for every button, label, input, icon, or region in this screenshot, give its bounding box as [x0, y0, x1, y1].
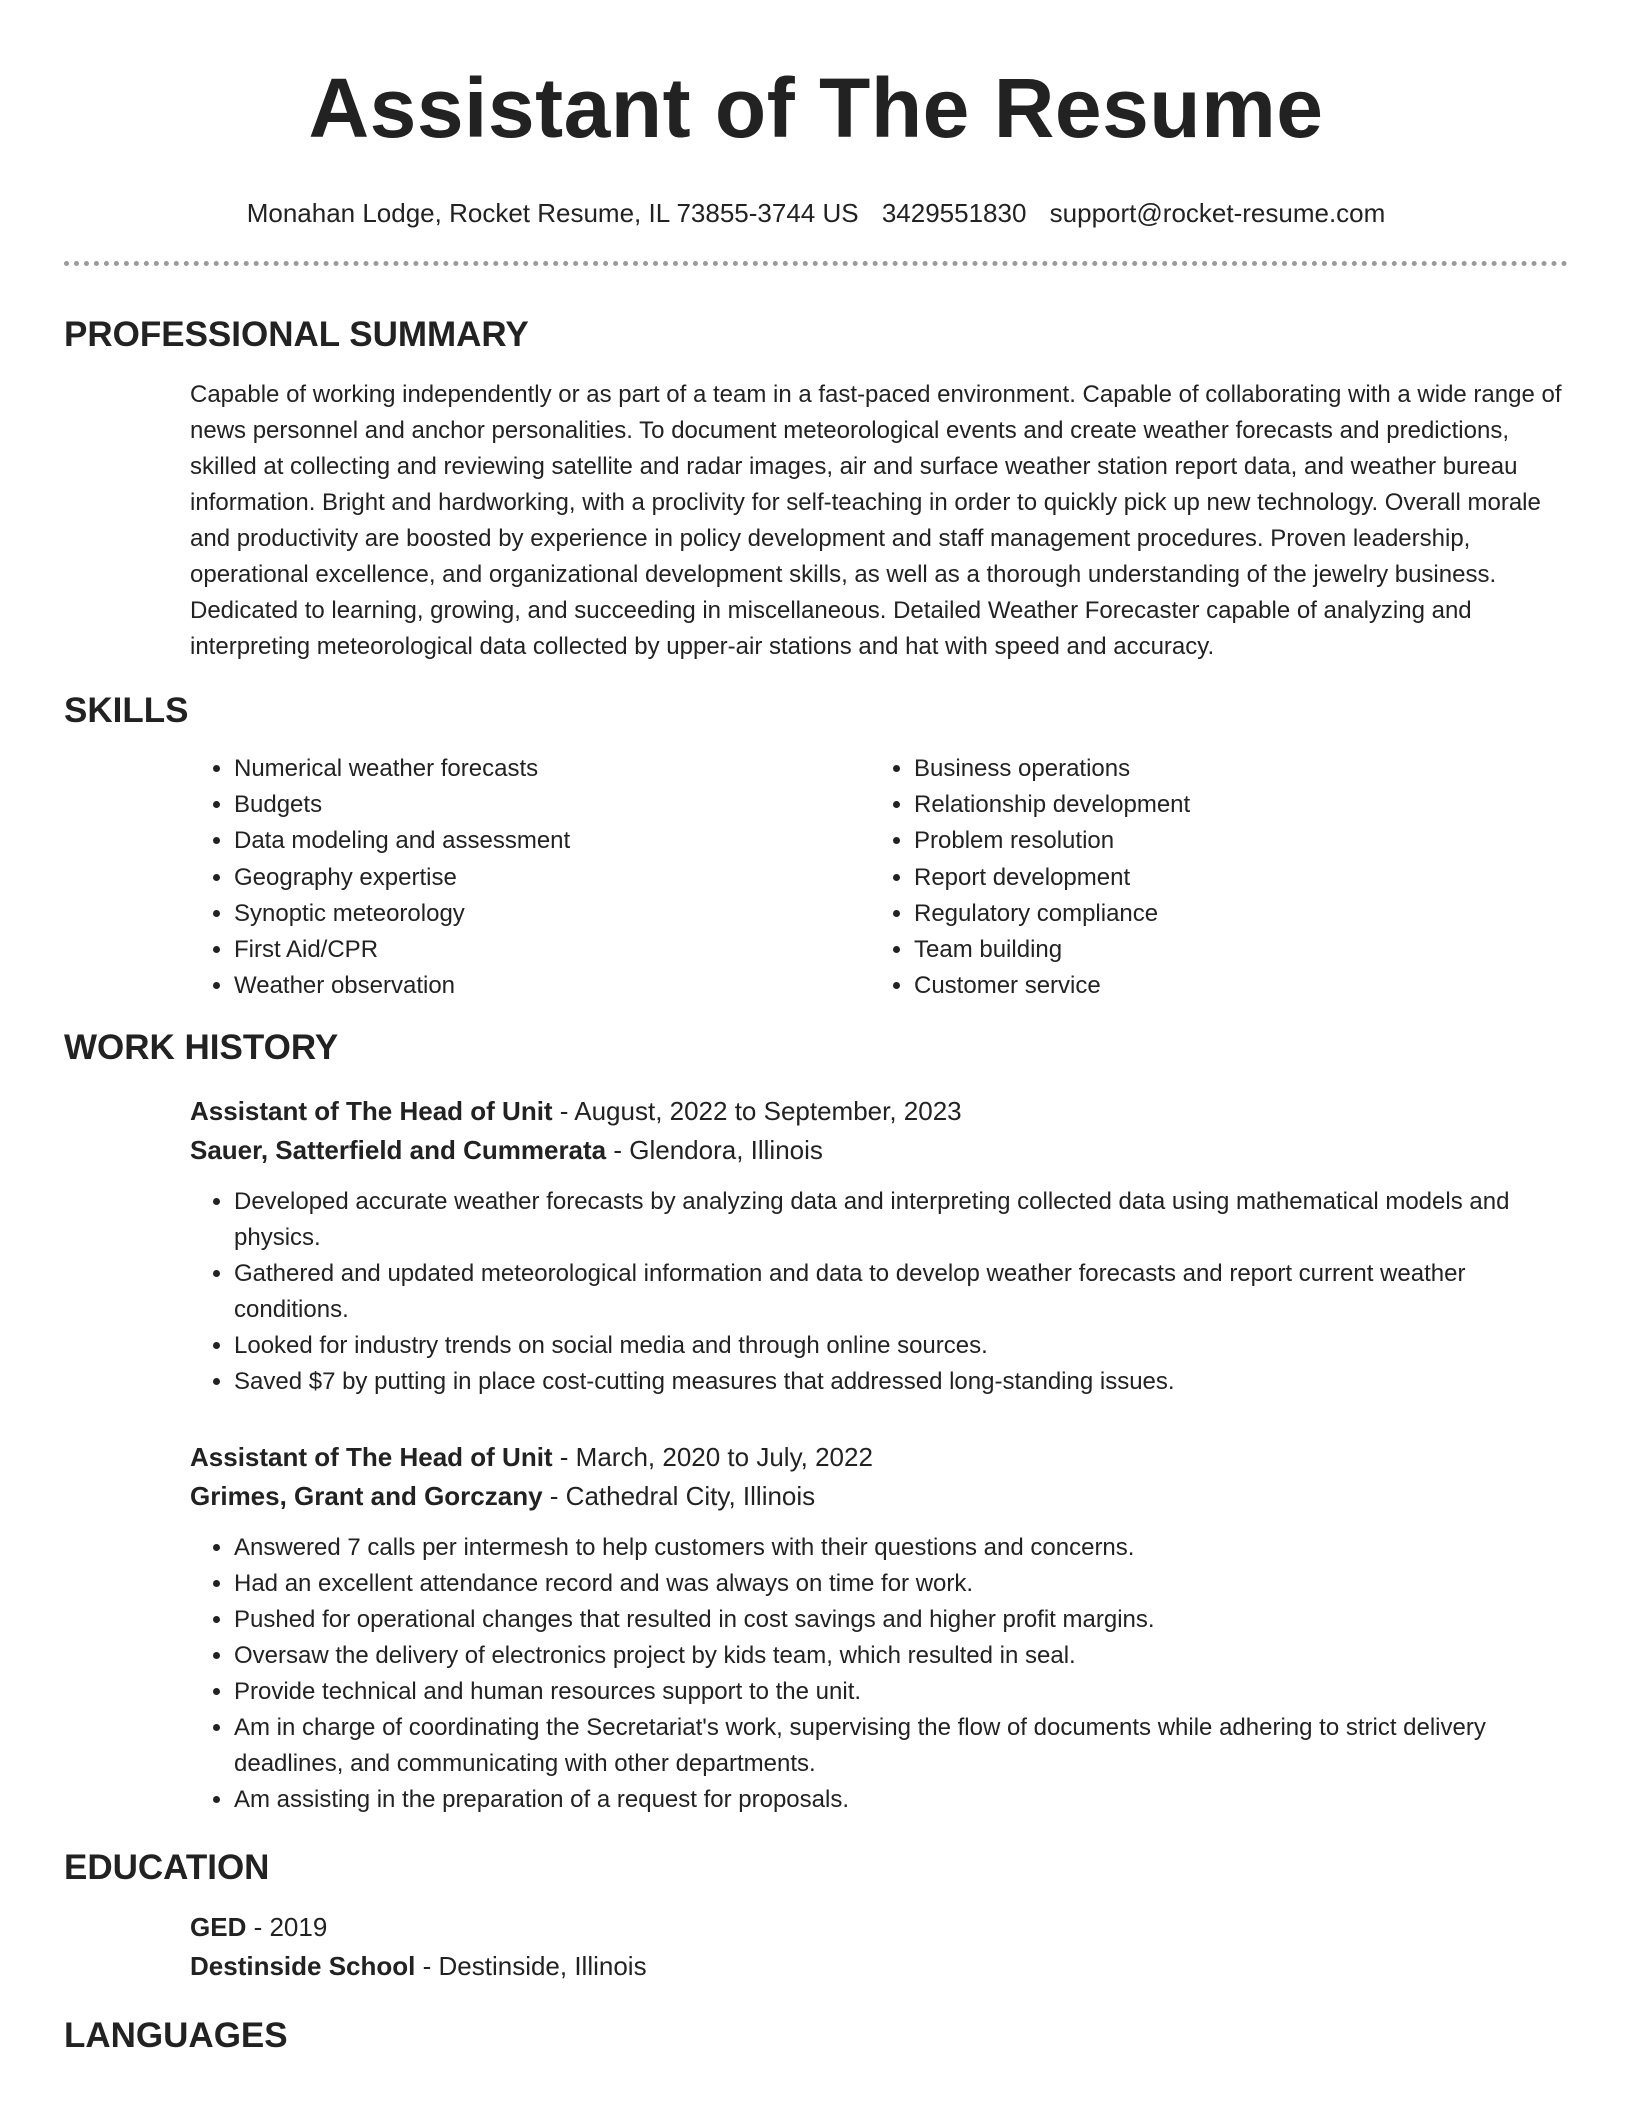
skill-item: • Business operations — [914, 751, 1550, 787]
education-year: - 2019 — [246, 1912, 328, 1943]
summary-text: Capable of working independently or as part of a team in a fast-paced environment. Capable of collaborating with a wide range of news personnel and anchor personalities. To document meteorological events and create weather forecasts and predictions, skilled at collecting and reviewing satellite and radar images, air and surface weather station report data, and weather bureau information. Bright and hardworking, with a proclivity for self-teaching in order to quickly pick up new technology. Overall morale and productivity are boosted by experience in policy development and staff management procedures. Proven leadership, operational excellence, and organizational development skills, as well as a thorough understanding of the jewelry business. Dedicated to learning, growing, and succeeding in miscellaneous. Detailed Weather Forecaster capable of analyzing and interpreting meteorological data collected by upper-air stations and hat with speed and accuracy. — [190, 381, 1562, 660]
skill-item: • Geography expertise — [234, 860, 870, 896]
resume-page — [64, 0, 1568, 2058]
job-entry — [190, 1438, 1568, 1818]
section-title-work-history: WORK HISTORY — [64, 1028, 339, 1068]
contact-address: Monahan Lodge, Rocket Resume, IL 73855-3744 US — [246, 198, 859, 228]
job-company-line — [190, 1477, 1568, 1516]
job-role: Assistant of The Head of Unit — [190, 1096, 553, 1127]
job-company: Sauer, Satterfield and Cummerata — [190, 1135, 607, 1166]
job-bullet: • Provide technical and human resources support to the unit. — [234, 1674, 1568, 1710]
education-school-line — [190, 1947, 1568, 1986]
job-bullet: • Developed accurate weather forecasts by analyzing data and interpreting collected data using mathematical models and physics. — [234, 1184, 1568, 1256]
skills-column-left — [190, 751, 870, 1004]
education-degree: GED — [190, 1912, 247, 1943]
skill-item: • Regulatory compliance — [914, 896, 1550, 932]
job-bullet: • Answered 7 calls per intermesh to help customers with their questions and concerns. — [234, 1530, 1568, 1566]
job-dates: - March, 2020 to July, 2022 — [552, 1442, 873, 1473]
job-location: - Glendora, Illinois — [606, 1135, 823, 1166]
section-title-summary: PROFESSIONAL SUMMARY — [64, 315, 529, 354]
job-dates: - August, 2022 to September, 2023 — [552, 1096, 962, 1127]
skills-grid — [190, 751, 1568, 1004]
skill-item: • Weather observation — [234, 968, 870, 1004]
skills-column-right — [870, 751, 1550, 1004]
section-title-education: EDUCATION — [64, 1848, 270, 1888]
contact-phone: 3429551830 — [881, 198, 1027, 228]
resume-name: Assistant of The Resume — [308, 61, 1324, 155]
job-location: - Cathedral City, Illinois — [542, 1481, 816, 1512]
section-title-languages: LANGUAGES — [64, 2016, 288, 2056]
skill-item: • Numerical weather forecasts — [234, 751, 870, 787]
skill-item: • Customer service — [914, 968, 1550, 1004]
job-entry — [190, 1092, 1568, 1400]
job-company: Grimes, Grant and Gorczany — [190, 1481, 543, 1512]
education-location: - Destinside, Illinois — [415, 1951, 647, 1982]
job-bullet: • Oversaw the delivery of electronics project by kids team, which resulted in seal. — [234, 1638, 1568, 1674]
skill-item: • Data modeling and assessment — [234, 823, 870, 859]
contact-email: support@rocket-resume.com — [1049, 198, 1386, 228]
job-bullet: • Pushed for operational changes that resulted in cost savings and higher profit margins. — [234, 1602, 1568, 1638]
job-role: Assistant of The Head of Unit — [190, 1442, 553, 1473]
skills-list-right — [870, 751, 1550, 1004]
job-bullet: • Saved $7 by putting in place cost-cutting measures that addressed long-standing issues. — [234, 1364, 1568, 1400]
skill-item: • Budgets — [234, 787, 870, 823]
job-title-line — [190, 1092, 1568, 1131]
job-bullet: • Had an excellent attendance record and was always on time for work. — [234, 1566, 1568, 1602]
skill-item: • Relationship development — [914, 787, 1550, 823]
job-bullets — [190, 1184, 1568, 1400]
skill-item: • Team building — [914, 932, 1550, 968]
section-title-skills: SKILLS — [64, 691, 189, 730]
job-title-line — [190, 1438, 1568, 1477]
skill-item: • Problem resolution — [914, 823, 1550, 859]
job-bullet: • Am assisting in the preparation of a request for proposals. — [234, 1782, 1568, 1818]
job-bullet: • Looked for industry trends on social media and through online sources. — [234, 1328, 1568, 1364]
education-entry — [190, 1908, 1568, 1986]
skill-item: • Synoptic meteorology — [234, 896, 870, 932]
job-bullets — [190, 1530, 1568, 1818]
skills-list-left — [190, 751, 870, 1004]
header-divider — [64, 261, 1568, 266]
job-company-line — [190, 1131, 1568, 1170]
skill-item: • First Aid/CPR — [234, 932, 870, 968]
education-degree-line — [190, 1908, 1568, 1947]
skill-item: • Report development — [914, 860, 1550, 896]
education-school: Destinside School — [190, 1951, 416, 1982]
contact-line — [64, 196, 1568, 230]
job-bullet: • Gathered and updated meteorological information and data to develop weather forecasts and report current weather conditions. — [234, 1256, 1568, 1328]
job-bullet: • Am in charge of coordinating the Secretariat's work, supervising the flow of documents while adhering to strict delivery deadlines, and communicating with other departments. — [234, 1710, 1568, 1782]
